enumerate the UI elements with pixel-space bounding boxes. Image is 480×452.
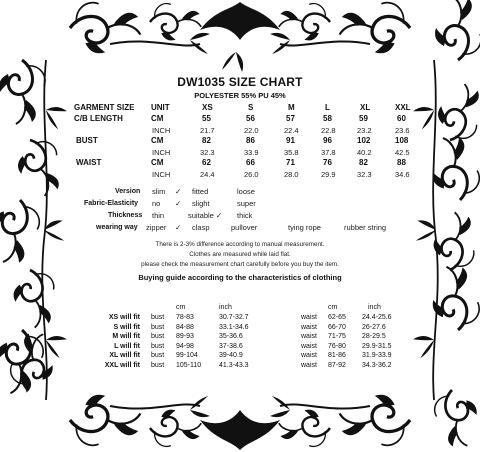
attr-option: fitted — [192, 187, 209, 196]
guide-size-label: L will fit — [114, 342, 140, 350]
guide-waist-label: waist — [301, 361, 317, 369]
table-cell: 57 — [286, 114, 295, 123]
guide-waist-label: waist — [301, 352, 317, 359]
table-cell: 23.6 — [395, 126, 410, 135]
check-icon: ✓ — [175, 199, 182, 208]
guide-waist-cm: 87-92 — [328, 361, 346, 369]
header-m: M — [288, 103, 295, 112]
guide-waist-label: waist — [301, 333, 317, 340]
guide-size-label: XL will fit — [109, 352, 140, 359]
attr-option: thick — [237, 211, 253, 220]
check-icon: ✓ — [175, 187, 182, 196]
guide-size-label: M will fit — [112, 333, 140, 340]
attr-option: loose — [237, 187, 255, 196]
guide-bust-cm: 94-98 — [176, 342, 194, 350]
table-cell: 24.4 — [200, 170, 215, 179]
guide-bust-label: bust — [151, 342, 165, 350]
guide-header-inch: inch — [219, 304, 232, 311]
table-cell: 56 — [246, 114, 255, 123]
guide-waist-inch: 31.9-33.9 — [362, 352, 392, 359]
guide-header-inch: inch — [368, 304, 381, 311]
attr-option: rubber string — [344, 223, 387, 232]
attr-option: pullover — [231, 223, 258, 232]
attr-option: tying rope — [288, 223, 321, 232]
guide-waist-label: waist — [301, 342, 317, 350]
unit-inch: INCH — [152, 170, 171, 179]
table-cell: 102 — [357, 136, 371, 145]
attr-option: super — [237, 199, 256, 208]
table-cell: 82 — [359, 158, 368, 167]
table-cell: 37.8 — [321, 148, 336, 157]
attr-option: no — [152, 199, 161, 208]
note-measurement-difference: There is 2-3% difference according to manual measurement. — [155, 241, 325, 248]
guide-bust-inch: 39-40.9 — [219, 352, 243, 359]
check-icon: ✓ — [175, 223, 182, 232]
guide-bust-cm: 99-104 — [176, 352, 198, 359]
guide-bust-cm: 105-110 — [176, 361, 202, 369]
attr-option: clasp — [192, 223, 210, 232]
table-cell: 55 — [202, 114, 211, 123]
unit-cm: CM — [151, 114, 164, 123]
chart-title: DW1035 SIZE CHART — [177, 75, 303, 89]
guide-waist-inch: 28-29.5 — [362, 333, 386, 340]
guide-waist-cm: 76-80 — [328, 342, 346, 350]
table-cell: 26.0 — [244, 170, 259, 179]
table-cell: 23.2 — [357, 126, 372, 135]
guide-waist-cm: 81-86 — [328, 352, 346, 359]
material-composition: POLYESTER 55% PU 45% — [194, 91, 286, 100]
guide-header-cm: cm — [328, 304, 338, 311]
table-cell: 96 — [323, 136, 332, 145]
attr-label-version: Version — [115, 188, 141, 195]
table-cell: 22.4 — [284, 126, 299, 135]
guide-waist-inch: 29.9-31.5 — [362, 342, 392, 350]
table-cell: 33.9 — [244, 148, 259, 157]
note-laid-flat: Clothes are measured while laid flat. — [189, 251, 291, 258]
unit-cm: CM — [151, 158, 164, 167]
attr-label-thickness: Thickness — [108, 212, 143, 219]
guide-waist-label: waist — [301, 314, 317, 321]
table-cell: 71 — [286, 158, 295, 167]
guide-bust-label: bust — [151, 352, 165, 359]
guide-bust-cm: 89-93 — [176, 333, 194, 340]
table-cell: 22.8 — [321, 126, 336, 135]
guide-waist-label: waist — [301, 323, 317, 331]
guide-size-label: XXL will fit — [104, 361, 140, 369]
guide-bust-label: bust — [151, 323, 165, 331]
attr-option: thin — [152, 211, 165, 220]
guide-bust-label: bust — [151, 361, 165, 369]
table-cell: 59 — [359, 114, 368, 123]
table-cell: 88 — [397, 158, 406, 167]
guide-waist-inch: 24.4-25.6 — [362, 314, 392, 321]
table-cell: 28.0 — [284, 170, 299, 179]
table-cell: 35.8 — [284, 148, 299, 157]
guide-bust-inch: 41.3-43.3 — [219, 361, 249, 369]
guide-bust-inch: 35-36.6 — [219, 333, 243, 340]
table-cell: 62 — [202, 158, 211, 167]
table-cell: 42.5 — [395, 148, 410, 157]
header-garment-size: GARMENT SIZE — [74, 103, 135, 112]
table-cell: 40.2 — [357, 148, 372, 157]
row-label-bust: BUST — [76, 136, 98, 145]
guide-bust-label: bust — [151, 314, 165, 321]
table-cell: 66 — [246, 158, 255, 167]
header-l: L — [325, 103, 330, 112]
table-cell: 22.0 — [244, 126, 259, 135]
row-label-waist: WAIST — [76, 158, 102, 167]
buying-guide-title: Buying guide according to the characteristics of clothing — [138, 273, 342, 282]
attr-label-fabric-elasticity: Fabric-Elasticity — [84, 200, 139, 207]
row-label-cb-length: C/B LENGTH — [74, 114, 123, 123]
header-unit: UNIT — [151, 103, 170, 112]
guide-waist-cm: 71-75 — [328, 333, 346, 340]
attr-option: slim — [152, 187, 166, 196]
table-cell: 21.7 — [200, 126, 215, 135]
guide-waist-inch: 34.3-36.2 — [362, 361, 392, 369]
unit-inch: INCH — [152, 148, 171, 157]
guide-size-label: S will fit — [113, 323, 140, 331]
header-s: S — [248, 103, 254, 112]
table-cell: 34.6 — [395, 170, 410, 179]
table-cell: 32.3 — [200, 148, 215, 157]
guide-bust-inch: 33.1-34.6 — [219, 323, 249, 331]
guide-bust-cm: 78-83 — [176, 314, 194, 321]
attr-label-wearing-way: wearing way — [96, 224, 138, 231]
guide-waist-inch: 26-27.6 — [362, 323, 386, 331]
table-cell: 29.9 — [321, 170, 336, 179]
guide-bust-inch: 37-38.6 — [219, 342, 243, 350]
unit-inch: INCH — [152, 126, 171, 135]
attr-option: slight — [192, 199, 210, 208]
attr-option: suitable ✓ — [188, 211, 223, 220]
header-xs: XS — [202, 103, 213, 112]
table-cell: 86 — [246, 136, 255, 145]
table-cell: 76 — [323, 158, 332, 167]
table-cell: 82 — [202, 136, 211, 145]
table-cell: 58 — [323, 114, 332, 123]
note-check-chart: please check the measurement chart carefully before you buy the item. — [141, 261, 339, 268]
guide-waist-cm: 66-70 — [328, 323, 346, 331]
table-cell: 108 — [395, 136, 409, 145]
table-cell: 91 — [286, 136, 295, 145]
guide-bust-cm: 84-88 — [176, 323, 194, 331]
table-cell: 32.3 — [357, 170, 372, 179]
guide-waist-cm: 62-65 — [328, 314, 346, 321]
guide-size-label: XS will fit — [108, 314, 140, 321]
guide-bust-inch: 30.7-32.7 — [219, 314, 249, 321]
table-cell: 60 — [397, 114, 406, 123]
unit-cm: CM — [151, 136, 164, 145]
header-xxl: XXL — [395, 103, 411, 112]
guide-header-cm: cm — [176, 304, 186, 311]
guide-bust-label: bust — [151, 333, 165, 340]
header-xl: XL — [360, 103, 371, 112]
attr-option: zipper — [146, 223, 167, 232]
